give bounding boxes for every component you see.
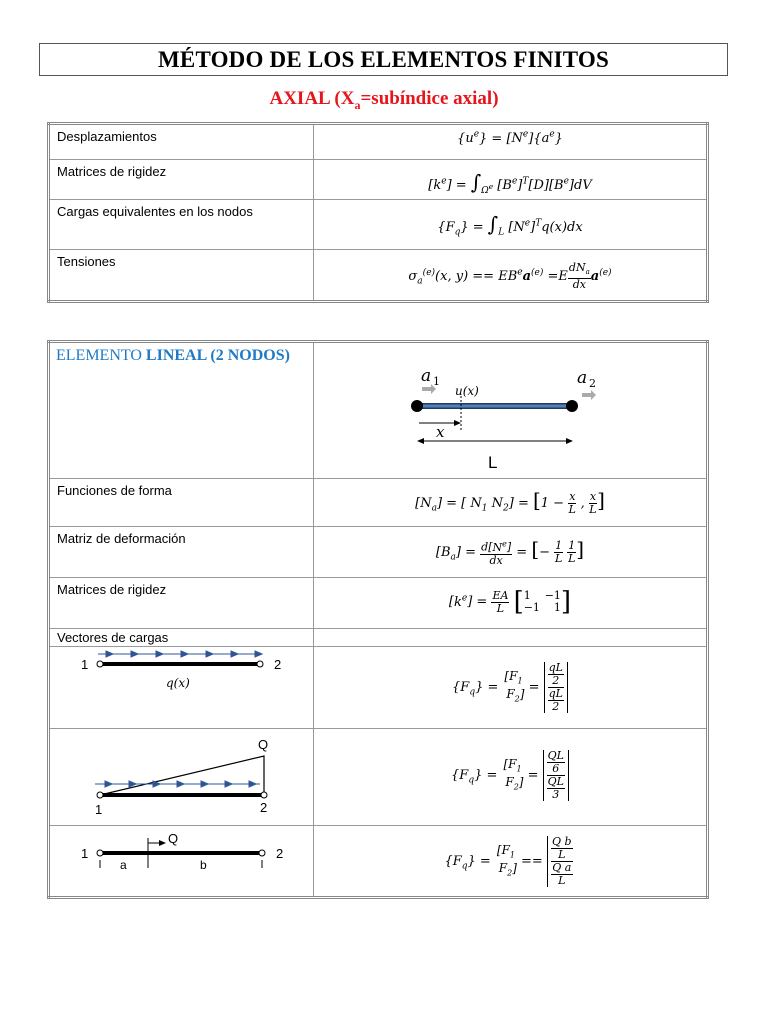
page-subtitle: AXIAL ($X_a=subíndice$ axial) — [269, 88, 499, 112]
svg-text:1: 1 — [95, 802, 103, 817]
table-row — [49, 647, 708, 729]
page-title: MÉTODO DE LOS ELEMENTOS FINITOS — [39, 43, 728, 76]
row-label: Funciones de forma — [49, 479, 314, 527]
table-row — [49, 826, 708, 898]
node-a2-subscript: 2 — [589, 377, 596, 390]
table-row — [49, 479, 708, 527]
x-label: x — [436, 423, 445, 441]
table-row — [49, 124, 708, 160]
svg-text:Q: Q — [168, 831, 179, 846]
uniform-load-diagram — [49, 647, 314, 729]
row-label: Matriz de deformación — [49, 527, 314, 578]
uniform-load-vector: $\{F_q\} = [F_1$ $F_2$] = qL 2 qL 2 — [314, 647, 708, 729]
table-row — [49, 200, 708, 250]
table-row — [49, 250, 708, 302]
displacement-label: u(x) — [455, 384, 479, 398]
svg-text:2: 2 — [274, 657, 282, 672]
table-row — [49, 160, 708, 200]
length-label: L — [488, 453, 498, 472]
svg-text:2: 2 — [260, 800, 268, 815]
svg-text:q(x): q(x) — [166, 676, 190, 690]
table-row — [49, 342, 708, 479]
table-row — [49, 578, 708, 629]
point-load-vector: $\{F_q\} = [F_1$ $F_2$] == Q b L Q a L — [314, 826, 708, 898]
row-label: Matrices de rigidez — [49, 160, 314, 200]
element-stiffness-formula: $[k^e]$ = $\frac{EA}{L}$ [ 1 −1 −1 1 ] — [314, 578, 708, 629]
row-label: Cargas equivalentes en los nodos — [49, 200, 314, 250]
svg-text:2: 2 — [276, 846, 284, 861]
svg-text:1: 1 — [81, 657, 89, 672]
table-row — [49, 629, 708, 647]
equivalent-loads-formula: $\{F_q\} = \int_L$ $[N^e]^Tq(x)dx$ — [314, 200, 708, 250]
arrow-right-icon — [582, 390, 596, 400]
node-a1-label: a — [421, 366, 432, 386]
triangular-load-diagram — [49, 729, 314, 826]
node-1 — [411, 400, 423, 412]
svg-text:a: a — [120, 858, 127, 872]
linear-element-table — [47, 340, 709, 899]
table-row — [49, 527, 708, 578]
node-2 — [566, 400, 578, 412]
svg-text:1: 1 — [81, 846, 89, 861]
axial-formulas-table — [47, 122, 709, 303]
row-label: Vectores de cargas — [49, 629, 314, 647]
stress-formula: $\sigma_a^{(e)}(x$, $y) == EB^ea^{(e)} =E$ $\frac{dN_a}{dx}$ $a^{(e)}$ — [314, 250, 708, 302]
row-label: Tensiones — [49, 250, 314, 302]
table-row — [49, 729, 708, 826]
point-load-diagram — [49, 826, 314, 898]
svg-text:Q: Q — [258, 737, 269, 752]
stiffness-formula: $[k^e] = \int_{\Omega^e}$ $[B^e]^T[D][B^e]dV$ — [314, 160, 708, 200]
displacement-formula: $\{u^e\} = [N^e]\{a^e\}$ — [314, 124, 708, 160]
element-diagram — [314, 342, 708, 479]
node-a2-label: a — [577, 368, 588, 388]
strain-matrix-formula: $[B_a]$ = $\frac{d[N^e]}{dx}$ = [− $\frac{1}{L}$ $\frac{1}{L}$ ] — [314, 527, 708, 578]
row-label: Desplazamientos — [49, 124, 314, 160]
shape-functions-formula: $[N_a]$ = [ $N_1$ $N_2] = [1$ − $\frac{x}{L}$ , $\frac{x}{L}$ ] — [314, 479, 708, 527]
triangular-load-vector: $\{F_q\} = [F_1$ $F_2$] = QL 6 QL 3 — [314, 729, 708, 826]
svg-text:b: b — [200, 858, 207, 872]
element-header: ELEMENTO LINEAL (2 NODOS) — [49, 342, 314, 479]
node-a1-subscript: 1 — [433, 375, 440, 388]
row-label: Matrices de rigidez — [49, 578, 314, 629]
